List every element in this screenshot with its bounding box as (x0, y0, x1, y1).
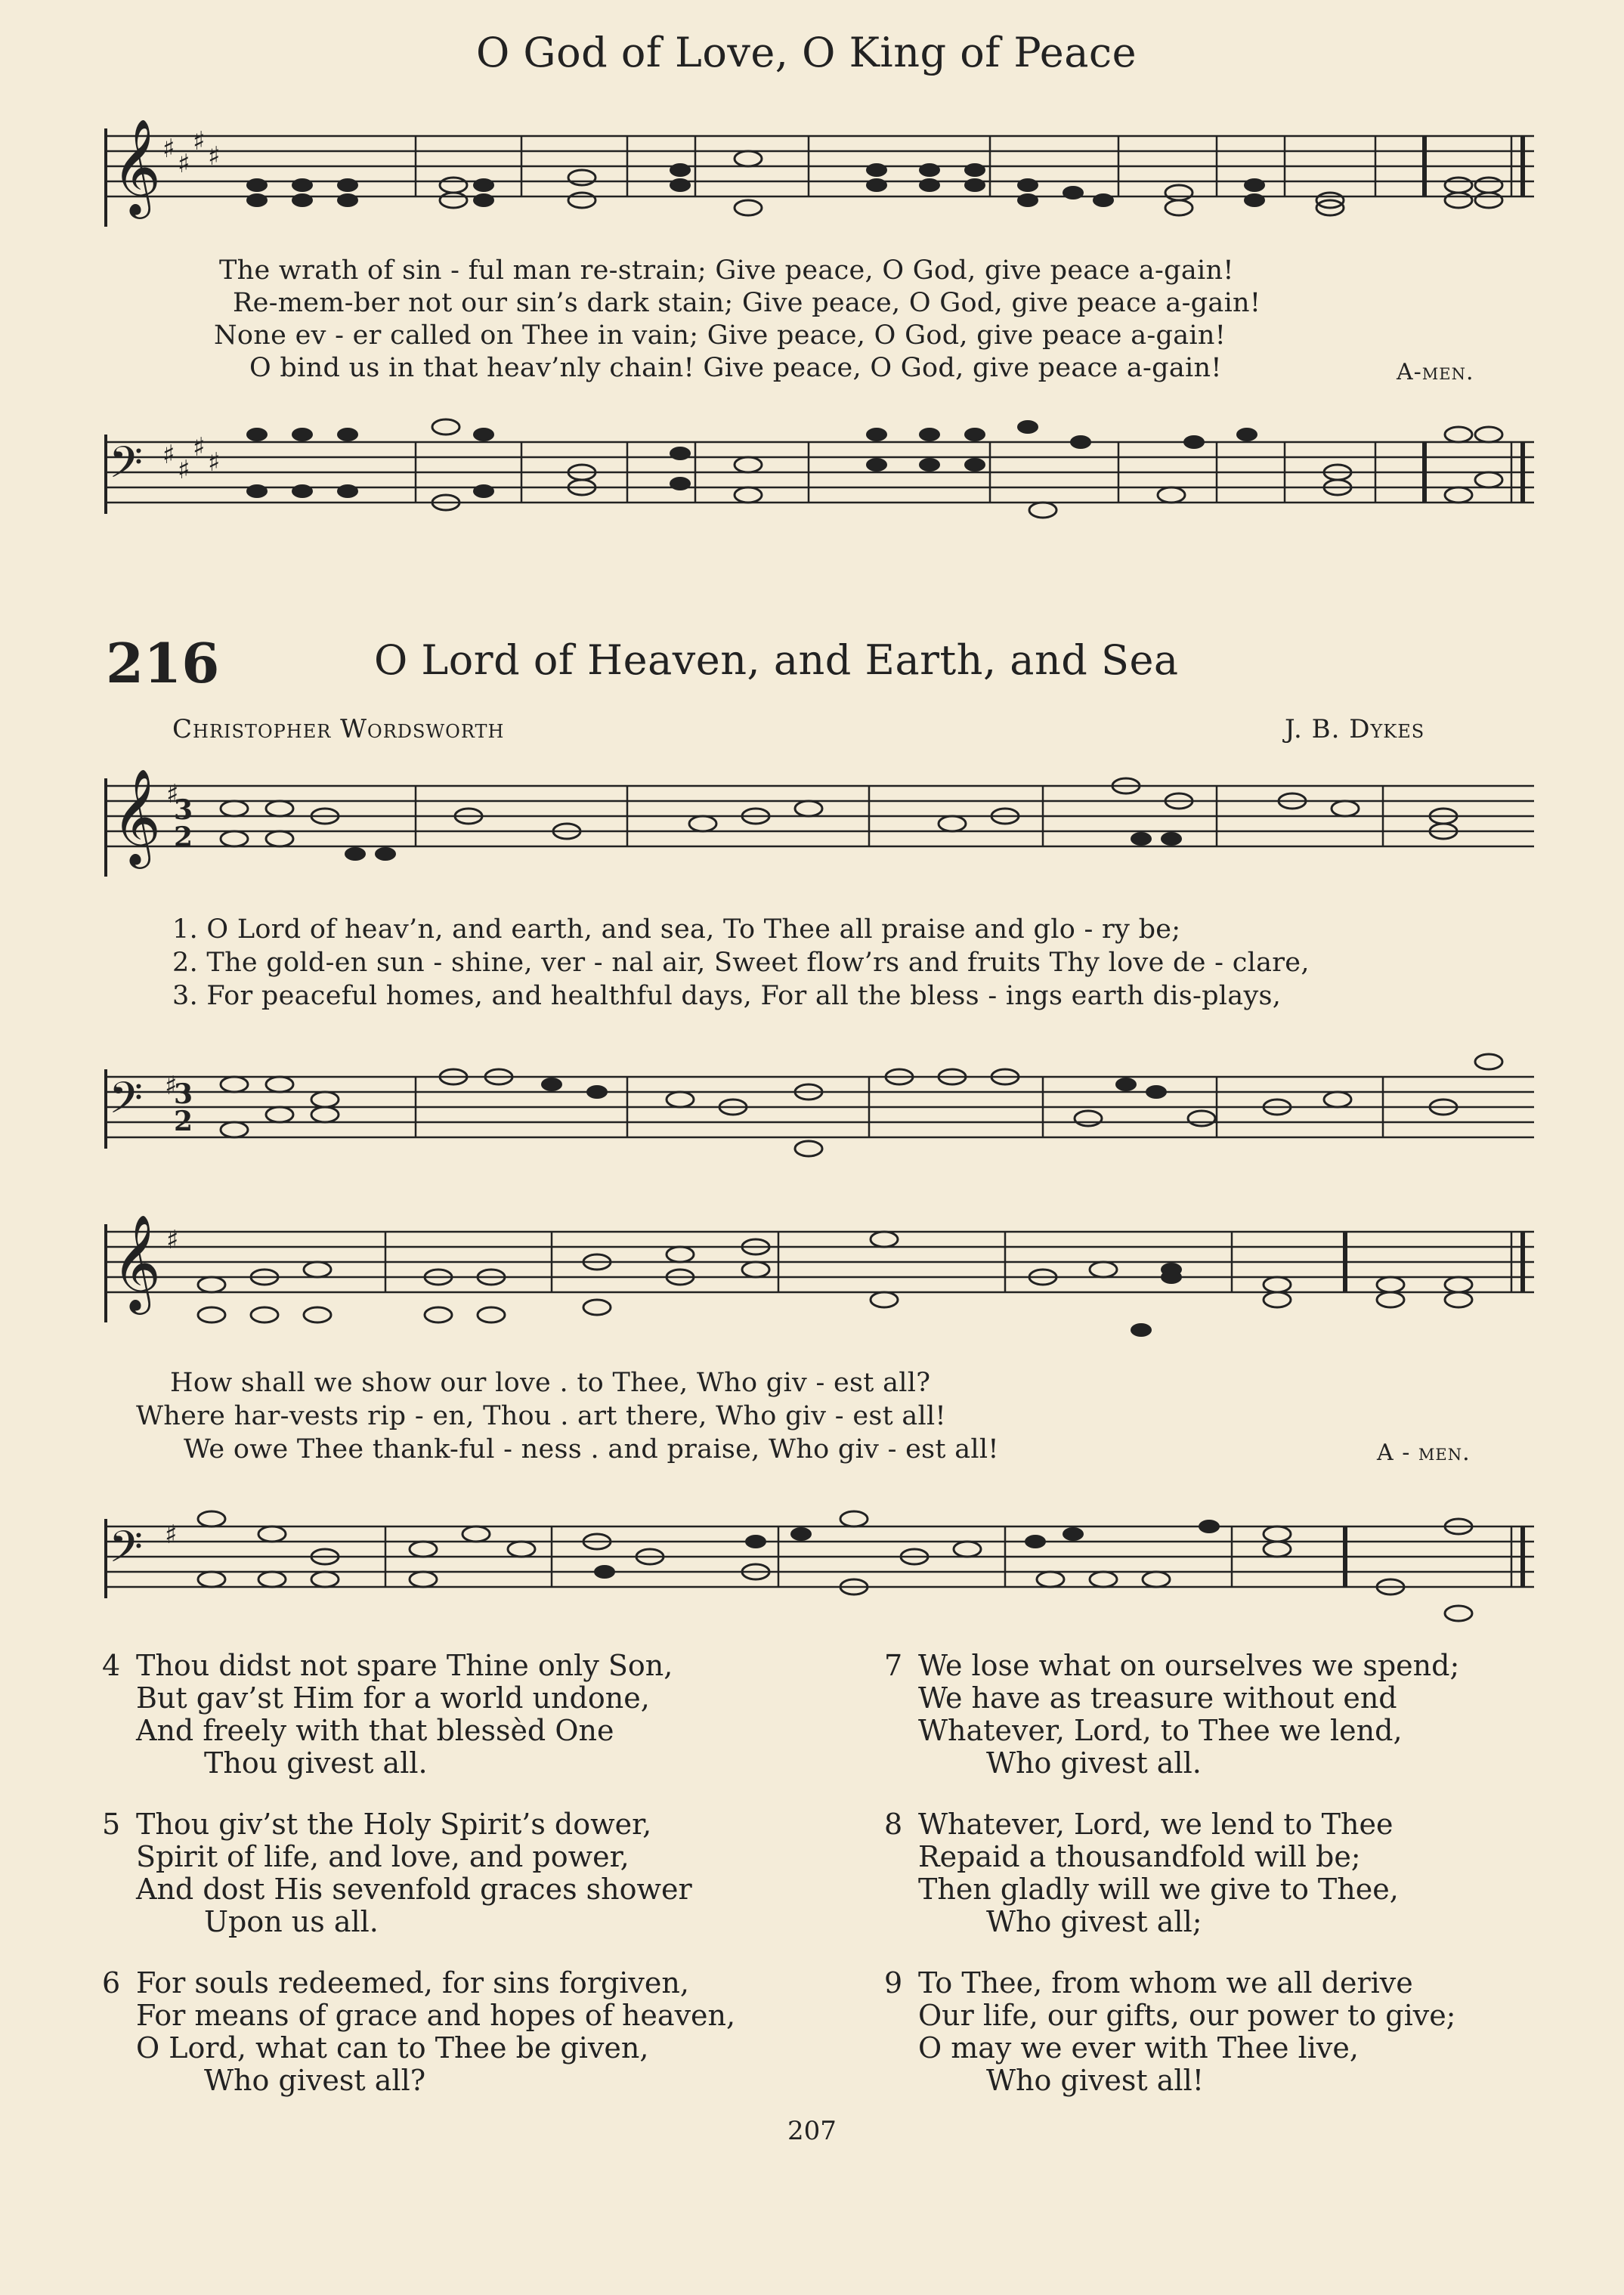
author-credit: Christopher Wordsworth (172, 714, 505, 744)
verse-line: O Lord, what can to Thee be given, (136, 2031, 649, 2065)
page-number: 207 (787, 2116, 837, 2146)
hymn-216-lyric-bottom-3: We owe Thee thank-ful - ness . and praise, Who giv - est all! (184, 1434, 999, 1465)
verse-line: O may we ever with Thee live, (918, 2031, 1359, 2065)
verse-line: To Thee, from whom we all derive (918, 1966, 1413, 2000)
hymn-215-lyric-line-3: None ev - er called on Thee in vain; Give peace, O God, give peace a-gain! (214, 320, 1227, 351)
hymn-216-lyric-bottom-2: Where har-vests rip - en, Thou . art there, Who giv - est all! (136, 1401, 946, 1431)
verse-7 (884, 1649, 1460, 1780)
verse-number: 6 (102, 1966, 121, 2000)
svg-text:♯: ♯ (208, 141, 221, 172)
verse-line: But gav’st Him for a world undone, (136, 1681, 650, 1715)
verse-line: Whatever, Lord, we lend to Thee (918, 1808, 1394, 1841)
verse-line: Whatever, Lord, to Thee we lend, (918, 1714, 1403, 1747)
verse-8 (884, 1808, 1399, 1938)
verse-line: Who givest all! (986, 2064, 1205, 2097)
hymn-216-treble-staff-1 (98, 756, 1549, 907)
verse-line: And dost His sevenfold graces shower (136, 1873, 692, 1906)
verse-line: For means of grace and hopes of heaven, (136, 1999, 736, 2032)
svg-text:𝄞: 𝄞 (112, 118, 162, 215)
verse-number: 4 (102, 1649, 121, 1682)
verse-line: We have as treasure without end (918, 1681, 1397, 1715)
hymn-216-lyric-top-3: 3. For peaceful homes, and healthful days, For all the bless - ings earth dis-plays, (172, 981, 1282, 1011)
verse-line: Upon us all. (204, 1905, 379, 1938)
hymn-216-lyric-top-2: 2. The gold-en sun - shine, ver - nal air, Sweet flow’rs and fruits Thy love de - clare, (172, 948, 1310, 978)
hymn-215-bass-staff (98, 404, 1549, 548)
hymn-216-title: O Lord of Heaven, and Earth, and Sea (374, 636, 1179, 684)
svg-text:♯: ♯ (193, 432, 206, 462)
verse-line: Spirit of life, and love, and power, (136, 1840, 629, 1873)
verse-6 (102, 1966, 736, 2097)
verse-number: 9 (884, 1966, 903, 2000)
verse-line: For souls redeemed, for sins forgiven, (136, 1966, 689, 2000)
verse-9 (884, 1966, 1456, 2097)
hymn-215-treble-staff (98, 113, 1549, 242)
hymn-216-treble-staff-2 (98, 1202, 1549, 1353)
hymn-215-title: O God of Love, O King of Peace (476, 29, 1137, 76)
hymn-216-lyric-bottom-1: How shall we show our love . to Thee, Who giv - est all? (170, 1368, 931, 1398)
hymn-215-lyric-line-1: The wrath of sin - ful man re-strain; Give peace, O God, give peace a-gain! (219, 255, 1234, 286)
svg-text:♯: ♯ (208, 447, 221, 478)
hymn-216-amen: A - men. (1377, 1440, 1471, 1466)
hymn-216-bass-staff-1 (98, 1028, 1549, 1171)
verse-line: Repaid a thousandfold will be; (918, 1840, 1361, 1873)
hymn-215-amen: A-men. (1397, 359, 1474, 385)
svg-text:♯: ♯ (166, 1225, 179, 1255)
verse-line: Who givest all? (204, 2064, 426, 2097)
svg-text:♯: ♯ (193, 126, 206, 156)
hymn-number: 216 (106, 631, 220, 695)
composer-credit: J. B. Dykes (1285, 714, 1425, 744)
svg-text:♯: ♯ (165, 1520, 178, 1550)
svg-text:2: 2 (174, 821, 193, 853)
verse-line: Who givest all. (986, 1746, 1202, 1780)
svg-text:♯: ♯ (178, 149, 190, 179)
verse-line: Our life, our gifts, our power to give; (918, 1999, 1456, 2032)
verse-line: Thou givest all. (204, 1746, 428, 1780)
svg-text:𝄢: 𝄢 (109, 1521, 144, 1583)
verse-line: We lose what on ourselves we spend; (918, 1649, 1460, 1682)
verse-4 (102, 1649, 673, 1780)
svg-text:♯: ♯ (178, 455, 190, 485)
verse-number: 5 (102, 1808, 121, 1841)
verse-5 (102, 1808, 692, 1938)
svg-text:♯: ♯ (166, 779, 179, 809)
hymn-216-bass-staff-2 (98, 1481, 1549, 1632)
svg-text:𝄞: 𝄞 (112, 768, 162, 864)
svg-text:3: 3 (174, 794, 193, 826)
verse-line: And freely with that blessèd One (136, 1714, 614, 1747)
svg-text:♯: ♯ (162, 134, 175, 164)
verse-line: Who givest all; (986, 1905, 1202, 1938)
svg-text:2: 2 (174, 1106, 193, 1137)
svg-text:𝄢: 𝄢 (109, 1072, 144, 1134)
svg-text:♯: ♯ (165, 1071, 178, 1101)
verse-number: 7 (884, 1649, 903, 1682)
verse-line: Then gladly will we give to Thee, (918, 1873, 1399, 1906)
svg-text:♯: ♯ (162, 440, 175, 470)
hymn-215-lyric-line-2: Re-mem-ber not our sin’s dark stain; Give peace, O God, give peace a-gain! (233, 288, 1261, 318)
verse-number: 8 (884, 1808, 903, 1841)
svg-text:𝄢: 𝄢 (109, 437, 144, 499)
verse-line: Thou giv’st the Holy Spirit’s dower, (136, 1808, 652, 1841)
svg-text:3: 3 (174, 1078, 193, 1110)
hymn-215-lyric-line-4: O bind us in that heav’nly chain! Give peace, O God, give peace a-gain! (249, 353, 1222, 383)
verse-line: Thou didst not spare Thine only Son, (136, 1649, 673, 1682)
hymn-216-lyric-top-1: 1. O Lord of heav’n, and earth, and sea, To Thee all praise and glo - ry be; (172, 914, 1181, 945)
svg-text:𝄞: 𝄞 (112, 1214, 162, 1310)
